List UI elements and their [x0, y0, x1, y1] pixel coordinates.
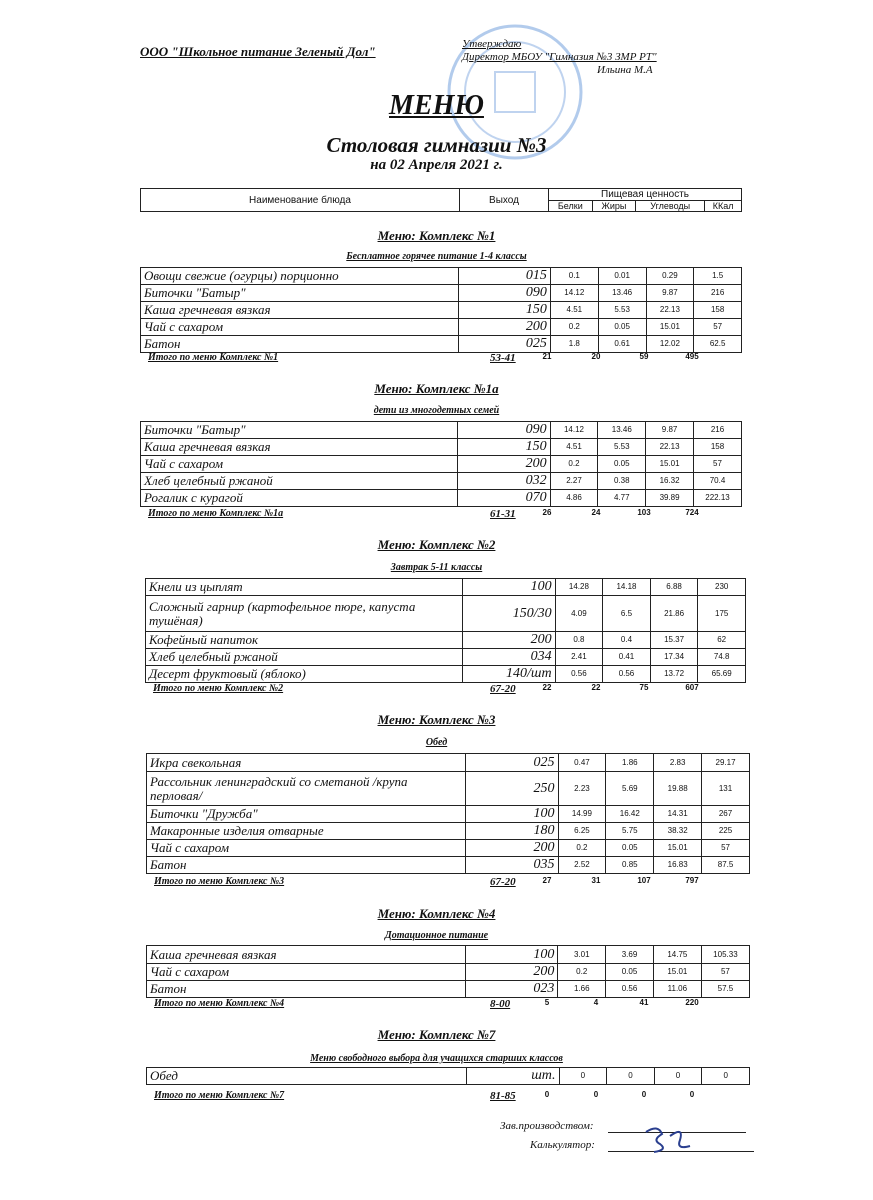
table-row: [141, 456, 742, 473]
section-total: [0, 998, 873, 1012]
dish-yield: 200: [463, 632, 556, 649]
menu-table: [146, 945, 750, 998]
dish-yield: 070: [458, 490, 550, 507]
total-label: Итого по меню Комплекс №1а: [148, 508, 284, 519]
table-row: [146, 666, 746, 683]
page-title: МЕНЮ: [389, 90, 484, 121]
header-name: Наименование блюда: [141, 189, 460, 212]
kcal-value: 222.13: [693, 490, 741, 507]
carbs-value: 13.72: [650, 666, 698, 683]
carbs-value: 16.83: [654, 857, 702, 874]
total-proteins: 0: [544, 1090, 550, 1099]
section-total: [0, 1090, 873, 1104]
dish-name: Рогалик с курагой: [141, 490, 458, 507]
proteins-value: 0.56: [555, 666, 603, 683]
dish-name: Кофейный напиток: [146, 632, 463, 649]
carbs-value: 9.87: [646, 285, 694, 302]
section-subtitle: Завтрак 5-11 классы: [390, 562, 483, 573]
dish-name: Рассольник ленинградский со сметаной /крупа перловая/: [147, 772, 466, 806]
total-kcal: 220: [685, 998, 699, 1007]
header-yield: Выход: [460, 189, 549, 212]
kcal-value: 87.5: [702, 857, 750, 874]
kcal-value: 57: [701, 964, 749, 981]
carbs-value: 0: [654, 1068, 702, 1085]
carbs-value: 2.83: [654, 754, 702, 772]
fats-value: 6.5: [603, 596, 651, 632]
section-title: Меню: Комплекс №2: [377, 537, 496, 552]
total-carbs: 75: [639, 683, 649, 692]
table-row: [147, 823, 750, 840]
proteins-value: 0.2: [558, 964, 606, 981]
total-carbs: 107: [637, 876, 651, 885]
section-subtitle: Меню свободного выбора для учащихся старших классов: [310, 1053, 563, 1064]
total-proteins: 27: [542, 876, 552, 885]
dish-name: Каша гречневая вязкая: [141, 302, 459, 319]
section-title: Меню: Комплекс №3: [377, 712, 496, 727]
total-fats: 31: [591, 876, 601, 885]
carbs-value: 15.01: [646, 319, 694, 336]
carbs-value: 21.86: [650, 596, 698, 632]
dish-name: Десерт фруктовый (яблоко): [146, 666, 463, 683]
dish-yield: 023: [465, 981, 557, 998]
kcal-value: 158: [693, 439, 741, 456]
table-row: [141, 439, 742, 456]
kcal-value: 57: [694, 319, 742, 336]
carbs-value: 39.89: [646, 490, 694, 507]
kcal-value: 131: [702, 772, 750, 806]
fats-value: 0.61: [598, 336, 646, 353]
header-nutrition: Пищевая ценность: [549, 189, 742, 201]
header-proteins: Белки: [549, 201, 593, 212]
fats-value: 0.41: [603, 649, 651, 666]
proteins-value: 14.12: [550, 422, 598, 439]
table-row: [146, 649, 746, 666]
header-kcal: ККал: [705, 201, 742, 212]
dish-name: Биточки "Батыр": [141, 285, 459, 302]
kcal-value: 1.5: [694, 268, 742, 285]
carbs-value: 15.01: [653, 964, 701, 981]
table-row: [147, 946, 750, 964]
approval-block: [462, 38, 657, 77]
fats-value: 0.01: [598, 268, 646, 285]
dish-yield: 100: [463, 579, 556, 596]
table-row: [141, 473, 742, 490]
carbs-value: 0.29: [646, 268, 694, 285]
carbs-value: 11.06: [653, 981, 701, 998]
carbs-value: 15.01: [654, 840, 702, 857]
table-row: [147, 1068, 750, 1085]
dish-yield: 025: [466, 754, 558, 772]
carbs-value: 38.32: [654, 823, 702, 840]
total-carbs: 41: [639, 998, 649, 1007]
kcal-value: 216: [694, 285, 742, 302]
dish-name: Батон: [147, 981, 466, 998]
kcal-value: 105.33: [701, 946, 749, 964]
proteins-value: 0.2: [550, 319, 598, 336]
fats-value: 0.4: [603, 632, 651, 649]
dish-yield: 150: [458, 439, 550, 456]
total-carbs: 103: [637, 508, 651, 517]
total-code: 61-31: [490, 508, 516, 520]
menu-date: на 02 Апреля 2021 г.: [370, 157, 503, 173]
carbs-value: 14.31: [654, 806, 702, 823]
dish-yield: 200: [466, 840, 558, 857]
fats-value: 4.77: [598, 490, 646, 507]
kcal-value: 230: [698, 579, 746, 596]
dish-name: Чай с сахаром: [141, 456, 458, 473]
section-subtitle: Обед: [425, 737, 448, 748]
total-code: 53-41: [490, 352, 516, 364]
fats-value: 0.56: [603, 666, 651, 683]
dish-name: Чай с сахаром: [147, 840, 466, 857]
dish-yield: 090: [458, 422, 550, 439]
dish-yield: 200: [465, 964, 557, 981]
total-kcal: 495: [685, 352, 699, 361]
carbs-value: 19.88: [654, 772, 702, 806]
carbs-value: 9.87: [646, 422, 694, 439]
dish-yield: 015: [458, 268, 550, 285]
total-fats: 4: [593, 998, 599, 1007]
dish-name: Макаронные изделия отварные: [147, 823, 466, 840]
table-row: [147, 981, 750, 998]
fats-value: 0.05: [606, 964, 654, 981]
table-row: [147, 754, 750, 772]
carbs-value: 16.32: [646, 473, 694, 490]
table-row: [146, 596, 746, 632]
total-fats: 24: [591, 508, 601, 517]
table-row: [147, 857, 750, 874]
section-title: Меню: Комплекс №4: [377, 906, 496, 921]
proteins-value: 1.66: [558, 981, 606, 998]
total-code: 81-85: [490, 1090, 516, 1102]
carbs-value: 14.75: [653, 946, 701, 964]
section-title: Меню: Комплекс №1а: [374, 381, 499, 396]
dish-yield: 032: [458, 473, 550, 490]
dish-yield: 100: [465, 946, 557, 964]
section-subtitle: дети из многодетных семей: [373, 405, 500, 416]
kcal-value: 175: [698, 596, 746, 632]
table-row: [141, 319, 742, 336]
dish-name: Биточки "Батыр": [141, 422, 458, 439]
section-total: [0, 352, 873, 366]
table-row: [141, 336, 742, 353]
table-row: [147, 840, 750, 857]
fats-value: 0: [607, 1068, 655, 1085]
table-row: [141, 490, 742, 507]
dish-name: Батон: [141, 336, 459, 353]
kcal-value: 62.5: [694, 336, 742, 353]
menu-table: [140, 267, 742, 353]
dish-yield: 034: [463, 649, 556, 666]
proteins-value: 2.27: [550, 473, 598, 490]
fats-value: 0.56: [606, 981, 654, 998]
total-carbs: 0: [641, 1090, 647, 1099]
kcal-value: 225: [702, 823, 750, 840]
dish-name: Чай с сахаром: [141, 319, 459, 336]
kcal-value: 158: [694, 302, 742, 319]
dish-name: Сложный гарнир (картофельное пюре, капуста тушёная): [146, 596, 463, 632]
section-title: Меню: Комплекс №7: [377, 1027, 496, 1042]
kcal-value: 62: [698, 632, 746, 649]
proteins-value: 4.51: [550, 439, 598, 456]
total-label: Итого по меню Комплекс №3: [154, 876, 285, 887]
dish-name: Биточки "Дружба": [147, 806, 466, 823]
proteins-value: 2.52: [558, 857, 606, 874]
dish-yield: 090: [458, 285, 550, 302]
section-subtitle: Бесплатное горячее питание 1-4 классы: [346, 251, 527, 262]
dish-yield: 140/шт: [463, 666, 556, 683]
page-subtitle: Столовая гимназии №3: [326, 133, 547, 157]
proteins-value: 3.01: [558, 946, 606, 964]
table-row: [141, 268, 742, 285]
total-carbs: 59: [639, 352, 649, 361]
table-row: [147, 772, 750, 806]
fats-value: 0.85: [606, 857, 654, 874]
kcal-value: 0: [702, 1068, 750, 1085]
kcal-value: 216: [693, 422, 741, 439]
proteins-value: 0.1: [550, 268, 598, 285]
fats-value: 5.53: [598, 302, 646, 319]
proteins-value: 4.51: [550, 302, 598, 319]
total-proteins: 5: [544, 998, 550, 1007]
kcal-value: 57: [702, 840, 750, 857]
proteins-value: 4.09: [555, 596, 603, 632]
kcal-value: 267: [702, 806, 750, 823]
approve-name: Ильина М.А: [597, 64, 653, 76]
dish-yield: 180: [466, 823, 558, 840]
header-carbs: Углеводы: [636, 201, 705, 212]
proteins-value: 0.8: [555, 632, 603, 649]
dish-yield: 025: [458, 336, 550, 353]
proteins-value: 14.12: [550, 285, 598, 302]
calculator-label: Калькулятор:: [530, 1139, 595, 1151]
dish-yield: 200: [458, 456, 550, 473]
total-label: Итого по меню Комплекс №4: [154, 998, 285, 1009]
dish-name: Кнели из цыплят: [146, 579, 463, 596]
dish-name: Батон: [147, 857, 466, 874]
proteins-value: 2.41: [555, 649, 603, 666]
dish-name: Овощи свежие (огурцы) порционно: [141, 268, 459, 285]
proteins-value: 14.28: [555, 579, 603, 596]
handwritten-signature: [640, 1122, 700, 1156]
proteins-value: 0.2: [550, 456, 598, 473]
section-total: [0, 508, 873, 522]
table-header: [140, 188, 742, 212]
table-row: [147, 964, 750, 981]
fats-value: 3.69: [606, 946, 654, 964]
total-label: Итого по меню Комплекс №7: [154, 1090, 285, 1101]
fats-value: 5.75: [606, 823, 654, 840]
carbs-value: 22.13: [646, 439, 694, 456]
total-label: Итого по меню Комплекс №2: [153, 683, 284, 694]
proteins-value: 4.86: [550, 490, 598, 507]
total-fats: 20: [591, 352, 601, 361]
proteins-value: 14.99: [558, 806, 606, 823]
fats-value: 14.18: [603, 579, 651, 596]
fats-value: 0.38: [598, 473, 646, 490]
table-row: [141, 422, 742, 439]
fats-value: 0.05: [598, 319, 646, 336]
organization-name: ООО "Школьное питание Зеленый Дол": [140, 44, 376, 59]
total-kcal: 607: [685, 683, 699, 692]
section-total: [0, 683, 873, 697]
production-label: Зав.производством:: [500, 1120, 594, 1132]
fats-value: 0.05: [606, 840, 654, 857]
approve-position: Директор МБОУ "Гимназия №3 ЗМР РТ": [462, 51, 657, 63]
kcal-value: 65.69: [698, 666, 746, 683]
menu-table: [146, 1067, 750, 1085]
total-fats: 0: [593, 1090, 599, 1099]
dish-name: Хлеб целебный ржаной: [146, 649, 463, 666]
carbs-value: 22.13: [646, 302, 694, 319]
table-row: [146, 632, 746, 649]
total-code: 67-20: [490, 683, 516, 695]
dish-yield: 250: [466, 772, 558, 806]
proteins-value: 0.47: [558, 754, 606, 772]
menu-table: [146, 753, 750, 874]
table-row: [147, 806, 750, 823]
approve-label: Утверждаю: [462, 38, 522, 50]
dish-name: Обед: [147, 1068, 467, 1085]
table-row: [146, 579, 746, 596]
fats-value: 16.42: [606, 806, 654, 823]
total-proteins: 26: [542, 508, 552, 517]
table-row: [141, 302, 742, 319]
section-title: Меню: Комплекс №1: [377, 228, 496, 243]
fats-value: 13.46: [598, 422, 646, 439]
kcal-value: 70.4: [693, 473, 741, 490]
dish-name: Каша гречневая вязкая: [141, 439, 458, 456]
fats-value: 0.05: [598, 456, 646, 473]
total-kcal: 724: [685, 508, 699, 517]
kcal-value: 29.17: [702, 754, 750, 772]
dish-name: Каша гречневая вязкая: [147, 946, 466, 964]
total-fats: 22: [591, 683, 601, 692]
table-row: [141, 285, 742, 302]
dish-name: Икра свекольная: [147, 754, 466, 772]
kcal-value: 57.5: [701, 981, 749, 998]
fats-value: 1.86: [606, 754, 654, 772]
menu-table: [140, 421, 742, 507]
total-label: Итого по меню Комплекс №1: [148, 352, 279, 363]
proteins-value: 0: [559, 1068, 607, 1085]
carbs-value: 6.88: [650, 579, 698, 596]
menu-table: [145, 578, 746, 683]
carbs-value: 15.01: [646, 456, 694, 473]
total-proteins: 22: [542, 683, 552, 692]
kcal-value: 57: [693, 456, 741, 473]
carbs-value: 17.34: [650, 649, 698, 666]
fats-value: 5.53: [598, 439, 646, 456]
carbs-value: 15.37: [650, 632, 698, 649]
header-fats: Жиры: [592, 201, 636, 212]
proteins-value: 2.23: [558, 772, 606, 806]
fats-value: 5.69: [606, 772, 654, 806]
dish-yield: шт.: [466, 1068, 559, 1085]
section-subtitle: Дотационное питание: [384, 930, 489, 941]
section-total: [0, 876, 873, 890]
dish-name: Чай с сахаром: [147, 964, 466, 981]
dish-yield: 100: [466, 806, 558, 823]
fats-value: 13.46: [598, 285, 646, 302]
proteins-value: 6.25: [558, 823, 606, 840]
dish-yield: 150/30: [463, 596, 556, 632]
total-code: 8-00: [490, 998, 511, 1010]
proteins-value: 0.2: [558, 840, 606, 857]
total-kcal: 0: [689, 1090, 695, 1099]
kcal-value: 74.8: [698, 649, 746, 666]
dish-yield: 150: [458, 302, 550, 319]
total-code: 67-20: [490, 876, 516, 888]
total-kcal: 797: [685, 876, 699, 885]
dish-yield: 200: [458, 319, 550, 336]
proteins-value: 1.8: [550, 336, 598, 353]
carbs-value: 12.02: [646, 336, 694, 353]
total-proteins: 21: [542, 352, 552, 361]
dish-yield: 035: [466, 857, 558, 874]
dish-name: Хлеб целебный ржаной: [141, 473, 458, 490]
